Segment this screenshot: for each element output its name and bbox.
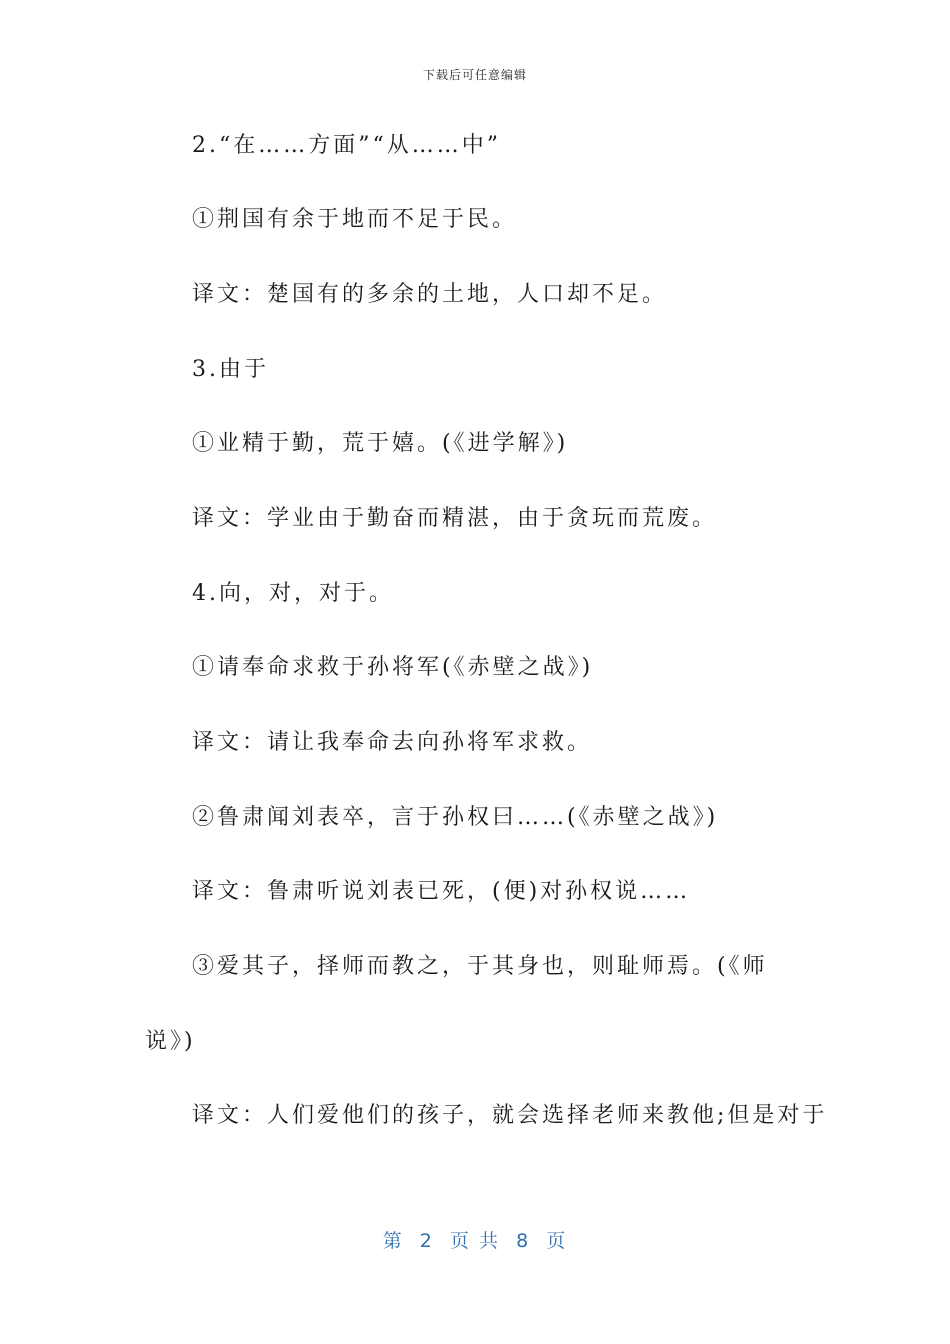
text-line: 译文：鲁肃听说刘表已死，(便)对孙权说……	[192, 879, 691, 904]
text-line: 译文：学业由于勤奋而精湛，由于贪玩而荒废。	[192, 506, 718, 531]
text-line: 4.向，对，对于。	[192, 581, 394, 606]
text-line: ①荆国有余于地而不足于民。	[192, 207, 518, 232]
text-line: ③爱其子，择师而教之，于其身也，则耻师焉。(《师	[192, 954, 768, 979]
text-line: ①业精于勤，荒于嬉。(《进学解》)	[192, 431, 569, 456]
text-line: ①请奉命求救于孙将军(《赤壁之战》)	[192, 655, 594, 680]
page-header-note: 下载后可任意编辑	[422, 68, 527, 82]
text-line: ②鲁肃闻刘表卒，言于孙权曰……(《赤壁之战》)	[192, 805, 719, 830]
page-number: 第 2 页 共 8 页	[382, 1230, 568, 1252]
text-line: 3.由于	[192, 357, 269, 382]
text-line: 译文：请让我奉命去向孙将军求救。	[192, 730, 593, 755]
text-line: 译文：楚国有的多余的土地，人口却不足。	[192, 282, 668, 307]
text-line: 2.“在……方面”“从……中”	[192, 133, 501, 158]
text-line: 译文：人们爱他们的孩子，就会选择老师来教他;但是对于	[192, 1103, 828, 1128]
text-line: 说》)	[145, 1029, 196, 1054]
